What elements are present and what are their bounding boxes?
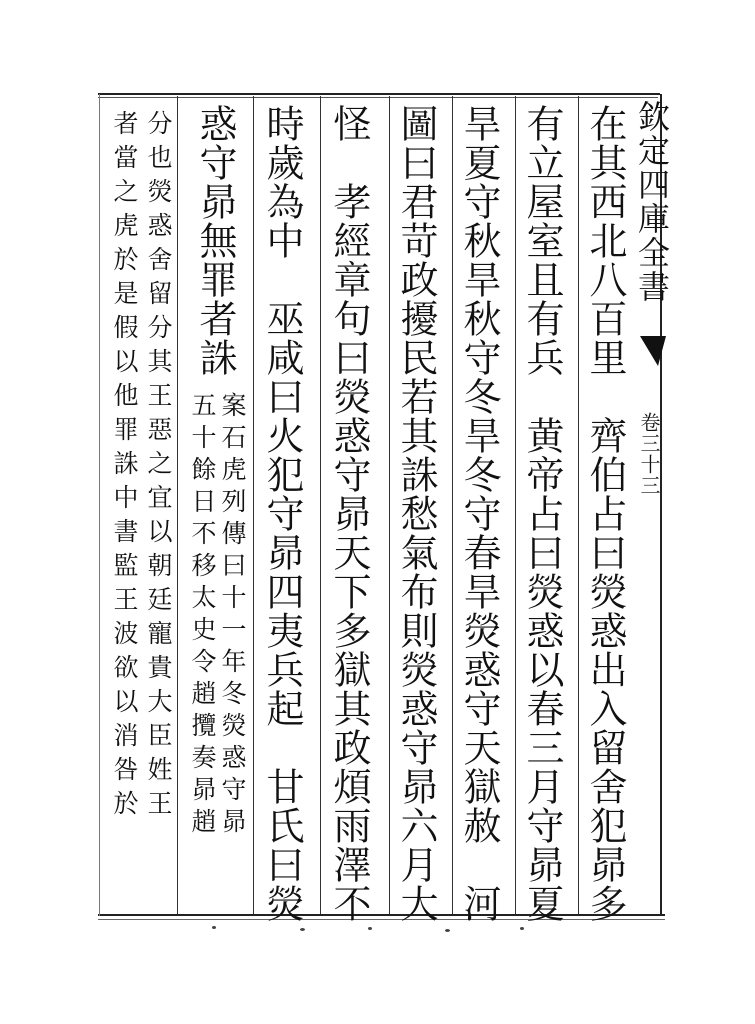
column-divider xyxy=(389,96,390,914)
column-divider xyxy=(320,96,321,914)
scan-speck xyxy=(368,927,372,930)
top-border xyxy=(98,93,660,95)
scan-speck xyxy=(300,928,305,931)
scan-speck xyxy=(445,929,450,932)
book-title: 欽定四庫全書 xyxy=(633,100,671,304)
commentary-column-2: 五十餘日不移太史令趙攬奏昴趙 xyxy=(188,392,217,840)
text-column-1: 在其西北八百里 齊伯占曰熒惑出入留舍犯昴多 xyxy=(583,104,627,923)
text-column-4: 圖曰君苛政擾民若其誅愁氣布則熒惑守昴六月大 xyxy=(394,104,438,923)
column-divider xyxy=(177,96,178,914)
commentary-column-3: 分也熒惑舍留分其王惡之宜以朝廷寵貴大臣姓王 xyxy=(144,110,173,824)
bottom-border-inner xyxy=(98,919,665,920)
text-column-3: 旱夏守秋旱秋守冬旱冬守春旱熒惑守天獄赦 河 xyxy=(457,104,501,923)
text-column-2: 有立屋室且有兵 黄帝占曰熒惑以春三月守昴夏 xyxy=(520,104,564,923)
commentary-column-4: 者當之虎於是假以他罪誅中書監王波欲以消咎於 xyxy=(110,110,139,824)
text-column-5: 怪 孝經章句曰熒惑守昴天下多獄其政煩雨澤不 xyxy=(327,104,371,923)
commentary-column-1: 案石虎列傳曰十一年冬熒惑守昴 xyxy=(218,392,247,840)
text-column-7: 惑守昴無罪者誅 xyxy=(193,104,237,377)
text-column-6: 時歲為中 巫咸曰火犯守昴四夷兵起 甘氏曰熒 xyxy=(260,104,304,923)
top-border-inner xyxy=(98,97,658,98)
scan-speck xyxy=(520,927,524,930)
column-divider xyxy=(253,96,254,914)
scan-speck xyxy=(212,926,216,929)
bottom-border xyxy=(98,914,665,916)
column-divider xyxy=(578,96,579,914)
fishtail-mark xyxy=(640,336,666,366)
column-divider xyxy=(515,96,516,914)
column-divider xyxy=(452,96,453,914)
left-border xyxy=(99,94,100,916)
volume-number: 卷三十三 xyxy=(637,412,661,496)
